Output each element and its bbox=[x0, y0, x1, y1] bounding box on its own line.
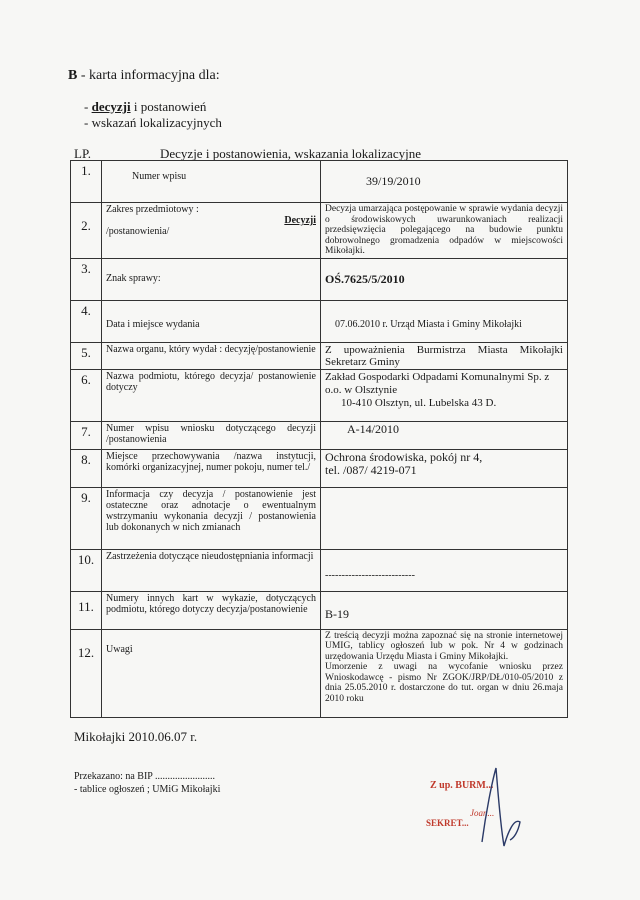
section-letter: B bbox=[68, 68, 78, 83]
row-number: 4. bbox=[71, 300, 102, 342]
card-title: - karta informacyjna dla: bbox=[77, 68, 220, 83]
table-row bbox=[71, 487, 568, 549]
row-value: B-19 bbox=[321, 591, 568, 629]
table-row bbox=[71, 258, 568, 300]
info-table bbox=[70, 160, 568, 718]
stamp-line-1: Z up. BURM... bbox=[430, 780, 494, 791]
table-row bbox=[71, 629, 568, 717]
row-number: 1. bbox=[71, 161, 102, 203]
row-value: 07.06.2010 r. Urząd Miasta i Gminy Mikołajki bbox=[321, 300, 568, 342]
table-row bbox=[71, 449, 568, 487]
row-value: Z upoważnienia Burmistrza Miasta Mikołajki Sekretarz Gminy bbox=[321, 342, 568, 369]
row-label: Zakres przedmiotowy : Decyzji /postanowienia/ bbox=[102, 203, 321, 259]
table-row bbox=[71, 300, 568, 342]
row-label: Miejsce przechowywania /nazwa instytucji, komórki organizacyjnej, numer pokoju, numer tel./ bbox=[102, 449, 321, 487]
table-row bbox=[71, 342, 568, 369]
row-number: 10. bbox=[71, 549, 102, 591]
handwritten-signature-icon bbox=[474, 762, 534, 852]
row-value: Z treścią decyzji można zapoznać się na stronie internetowej UMIG, tablicy ogłoszeń lub w pok. Nr 4 w godzinach urzędowania Urzędu Miasta i Gminy Mikołajki. Umorzenie z uwagi na wycofanie wniosku przez Wnioskodawcę - pismo Nr ZGOK/JRP/DŁ/010-05/2010 z dnia 25.05.2010 r. dostarczone do tut. organ w dniu 26.maja 2010 roku bbox=[321, 629, 568, 717]
table-row bbox=[71, 161, 568, 203]
row-label: Numery innych kart w wykazie, dotyczących podmiotu, którego dotyczy decyzja/postanowienie bbox=[102, 591, 321, 629]
row-value bbox=[321, 487, 568, 549]
boards-line: - tablice ogłoszeń ; UMiG Mikołajki bbox=[74, 784, 221, 795]
row-value: Ochrona środowiska, pokój nr 4, tel. /087/ 4219-071 bbox=[321, 449, 568, 487]
place-date: Mikołajki 2010.06.07 r. bbox=[74, 729, 198, 744]
table-row bbox=[71, 549, 568, 591]
bip-line: Przekazano: na BIP ........................ bbox=[74, 771, 215, 782]
table-title: Decyzje i postanowienia, wskazania lokalizacyjne bbox=[160, 146, 421, 161]
row-number: 7. bbox=[71, 421, 102, 449]
row-label: Nazwa organu, który wydał : decyzję/postanowienie bbox=[102, 342, 321, 369]
row-label: Numer wpisu bbox=[102, 161, 321, 203]
table-row bbox=[71, 203, 568, 259]
scope-item-decisions-bold: decyzji bbox=[91, 99, 131, 114]
distribution-note bbox=[74, 770, 220, 796]
card-heading bbox=[68, 68, 220, 84]
row-number: 5. bbox=[71, 342, 102, 369]
table-row bbox=[71, 369, 568, 421]
scope-item-decisions: - decyzji i postanowień bbox=[84, 99, 207, 114]
card-scope-list bbox=[84, 99, 222, 131]
table-row bbox=[71, 591, 568, 629]
row-label: Data i miejsce wydania bbox=[102, 300, 321, 342]
row-label: Nazwa podmiotu, którego decyzja/ postanowienie dotyczy bbox=[102, 369, 321, 421]
row-value: --------------------------- bbox=[321, 549, 568, 591]
stamp-line-2: SEKRET... bbox=[426, 818, 469, 828]
row-value: OŚ.7625/5/2010 bbox=[321, 258, 568, 300]
row-label: Informacja czy decyzja / postanowienie jest ostateczne oraz adnotacje o ewentualnym wstrzymaniu wykonania decyzji / postanowienia lub dokonanych w nich zmianach bbox=[102, 487, 321, 549]
row-value: 39/19/2010 bbox=[321, 161, 568, 203]
row-number: 3. bbox=[71, 258, 102, 300]
row-label: Zastrzeżenia dotyczące nieudostępniania informacji bbox=[102, 549, 321, 591]
row-label: Uwagi bbox=[102, 629, 321, 717]
row-label: Numer wpisu wniosku dotyczącego decyzji /postanowienia bbox=[102, 421, 321, 449]
row-label: Znak sprawy: bbox=[102, 258, 321, 300]
row-number: 11. bbox=[71, 591, 102, 629]
row-value: Zakład Gospodarki Odpadami Komunalnymi Sp. z o.o. w Olsztynie 10-410 Olsztyn, ul. Lubelska 43 D. bbox=[321, 369, 568, 421]
row-number: 12. bbox=[71, 629, 102, 717]
row-number: 8. bbox=[71, 449, 102, 487]
table-row bbox=[71, 421, 568, 449]
row-value: Decyzja umarzająca postępowanie w sprawie wydania decyzji o środowiskowych uwarunkowaniach realizacji przedsięwzięcia polegającego na budowie punktu dobrowolnego gromadzenia odpadów w miejscowości Mikołajki. bbox=[321, 203, 568, 259]
lp-header: LP. bbox=[74, 146, 91, 161]
scope-item-locations: - wskazań lokalizacyjnych bbox=[84, 115, 222, 130]
row-number: 6. bbox=[71, 369, 102, 421]
row-number: 2. bbox=[71, 203, 102, 259]
row-number: 9. bbox=[71, 487, 102, 549]
row-value: A-14/2010 bbox=[321, 421, 568, 449]
stamp-signature-name: Joan... bbox=[470, 808, 495, 818]
